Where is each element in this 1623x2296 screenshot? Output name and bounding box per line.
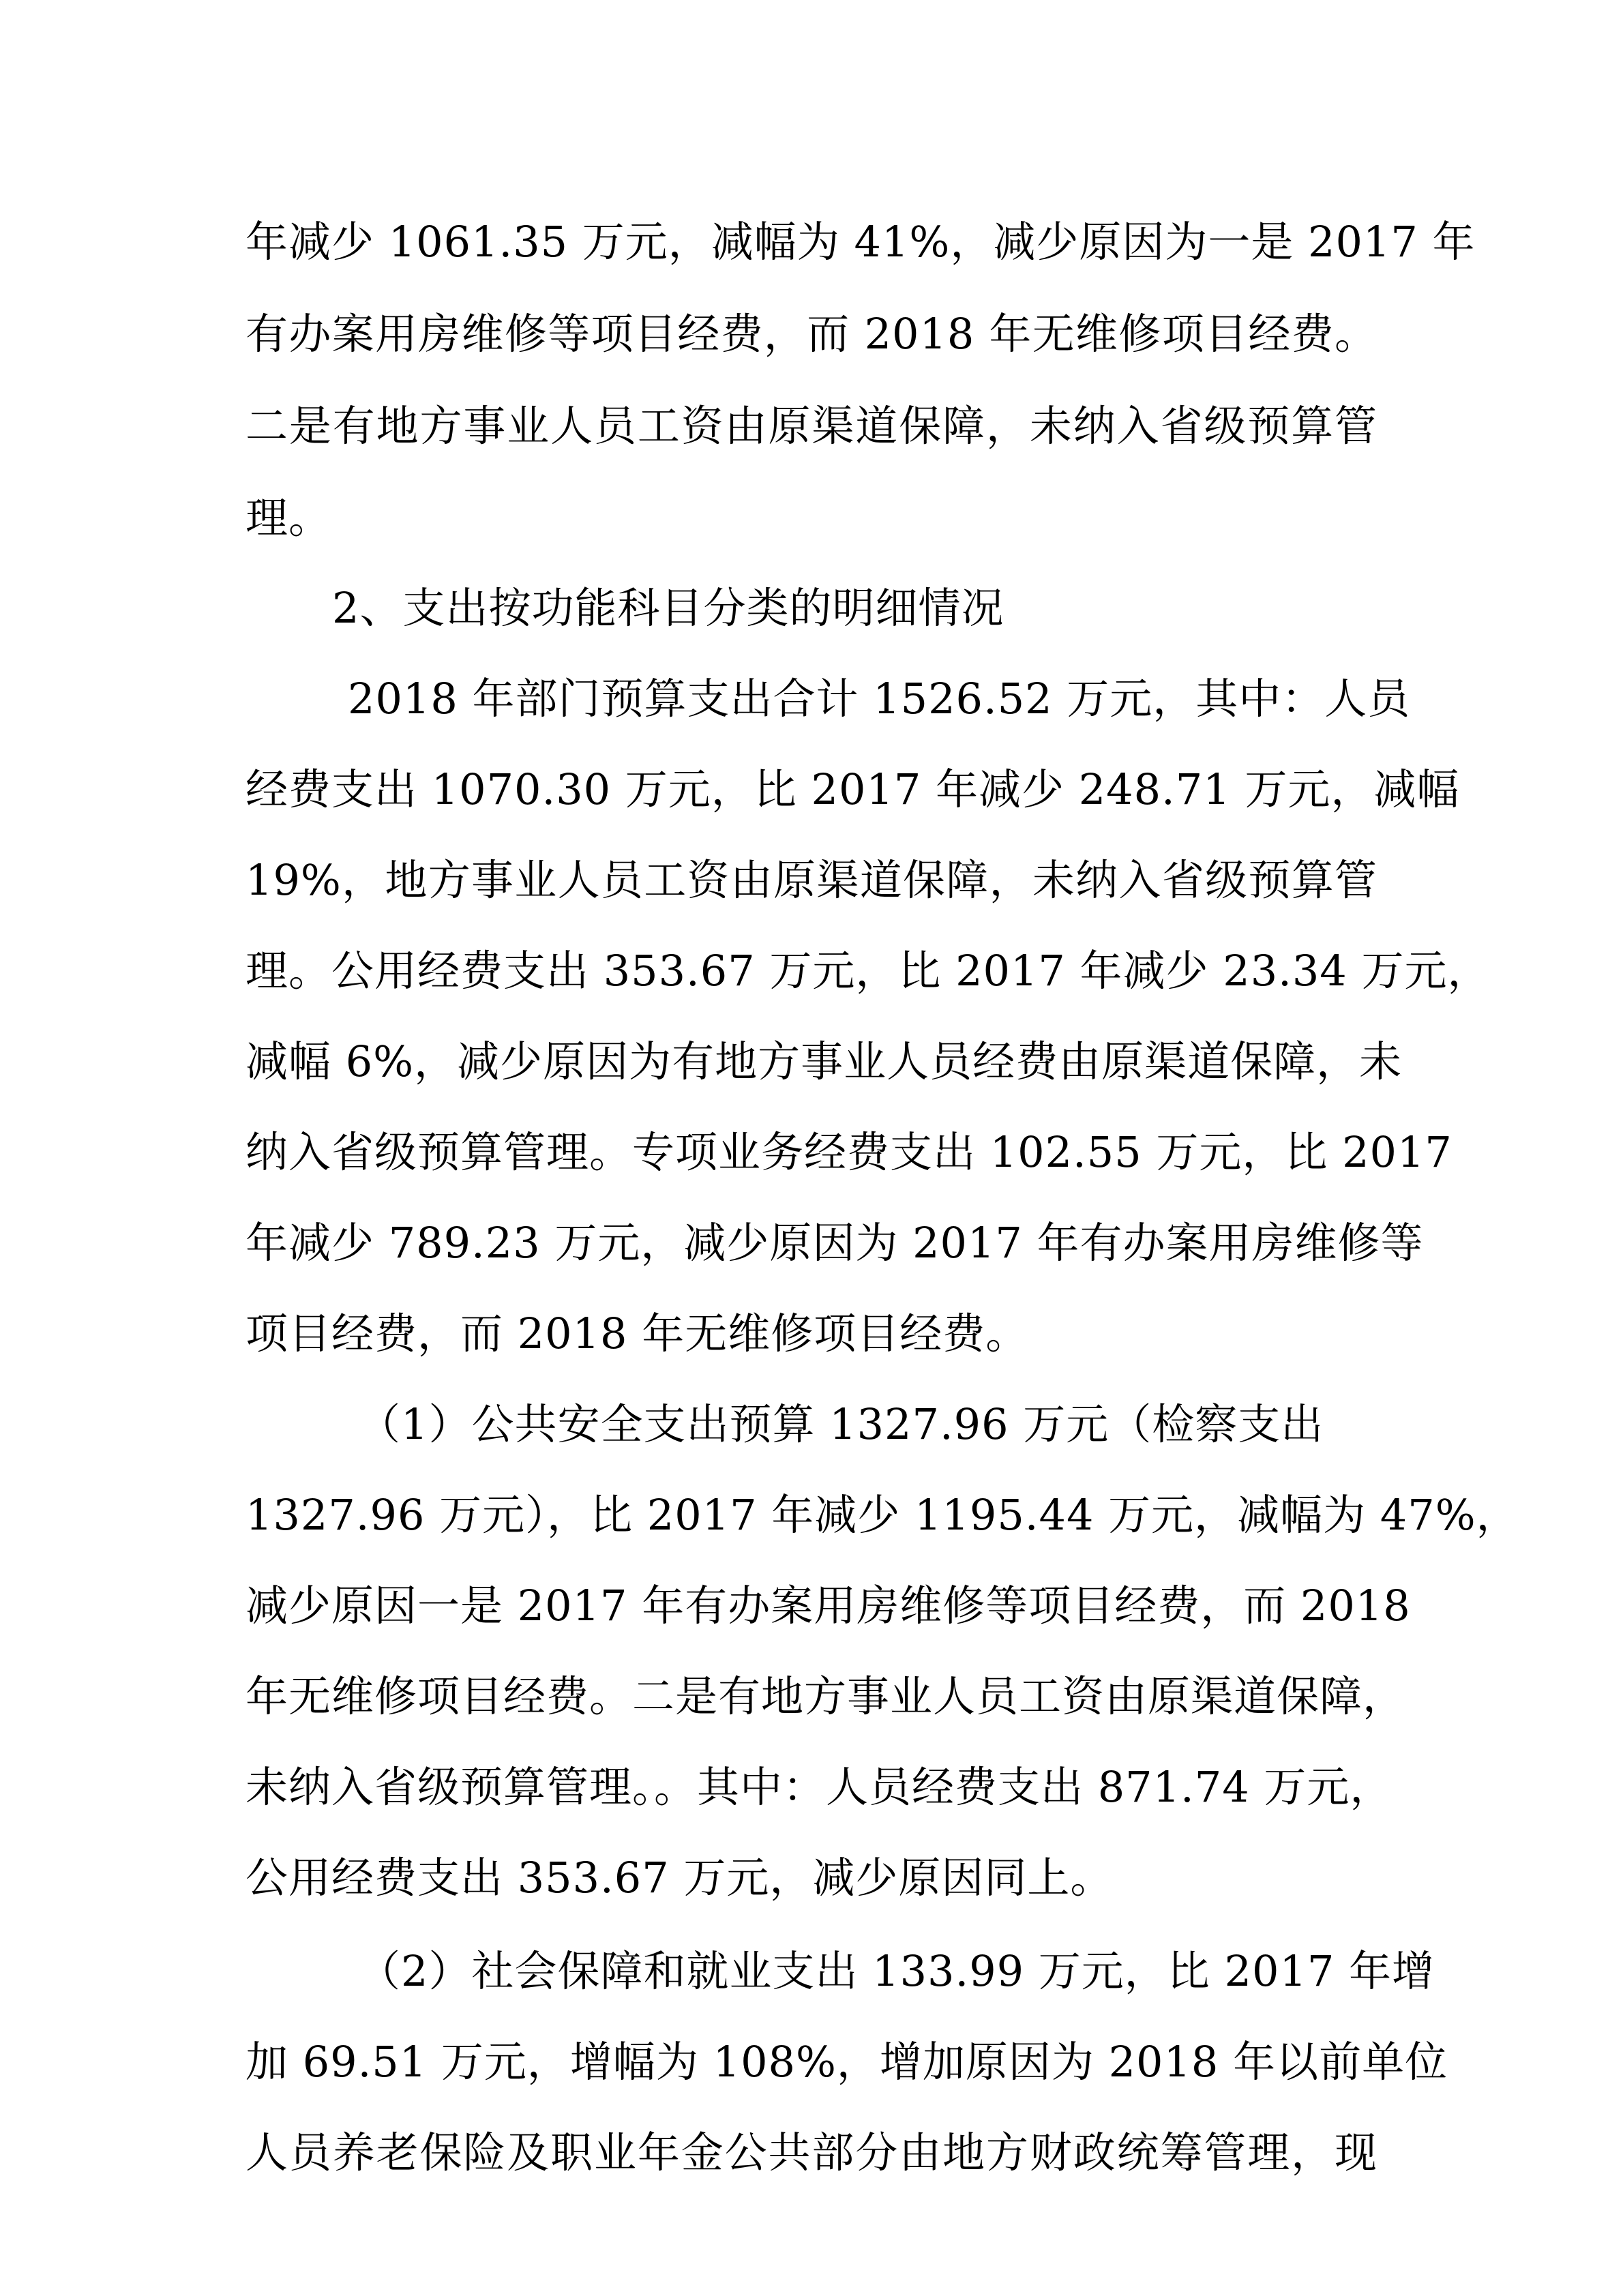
paragraph-line: 理。公用经费支出 353.67 万元，比 2017 年减少 23.34 万元， <box>245 946 1491 996</box>
paragraph-line: 减少原因一是 2017 年有办案用房维修等项目经费，而 2018 <box>245 1581 1411 1630</box>
paragraph-line: 人员养老保险及职业年金公共部分由地方财政统筹管理，现 <box>245 2128 1378 2177</box>
paragraph-line: 项目经费，而 2018 年无维修项目经费。 <box>245 1309 1029 1358</box>
paragraph-line: 年减少 789.23 万元，减少原因为 2017 年有办案用房维修等 <box>245 1218 1424 1268</box>
paragraph-line: 二是有地方事业人员工资由原渠道保障，未纳入省级预算管 <box>245 401 1378 451</box>
paragraph-line: 19%，地方事业人员工资由原渠道保障，未纳入省级预算管 <box>245 855 1378 905</box>
paragraph-line: （1）公共安全支出预算 1327.96 万元（检察支出 <box>358 1399 1324 1449</box>
paragraph-line: 公用经费支出 353.67 万元，减少原因同上。 <box>245 1853 1114 1903</box>
paragraph-line: 加 69.51 万元，增幅为 108%，增加原因为 2018 年以前单位 <box>245 2037 1448 2087</box>
paragraph-line: 1327.96 万元），比 2017 年减少 1195.44 万元，减幅为 47%， <box>245 1490 1519 1540</box>
paragraph-line: 未纳入省级预算管理。。其中：人员经费支出 871.74 万元， <box>245 1762 1393 1812</box>
paragraph-line: 年减少 1061.35 万元，减幅为 41%，减少原因为一是 2017 年 <box>245 217 1476 267</box>
paragraph-line: 经费支出 1070.30 万元，比 2017 年减少 248.71 万元，减幅 <box>245 764 1460 814</box>
paragraph-line: 理。 <box>245 493 332 543</box>
paragraph-line: 2018 年部门预算支出合计 1526.52 万元，其中：人员 <box>348 674 1411 724</box>
section-heading: 2、支出按功能科目分类的明细情况 <box>332 583 1004 633</box>
paragraph-line: （2）社会保障和就业支出 133.99 万元，比 2017 年增 <box>358 1946 1435 1996</box>
paragraph-line: 有办案用房维修等项目经费，而 2018 年无维修项目经费。 <box>245 309 1378 359</box>
paragraph-line: 纳入省级预算管理。专项业务经费支出 102.55 万元，比 2017 <box>245 1127 1453 1177</box>
paragraph-line: 年无维修项目经费。二是有地方事业人员工资由原渠道保障， <box>245 1671 1406 1721</box>
paragraph-line: 减幅 6%，减少原因为有地方事业人员经费由原渠道保障，未 <box>245 1037 1403 1086</box>
